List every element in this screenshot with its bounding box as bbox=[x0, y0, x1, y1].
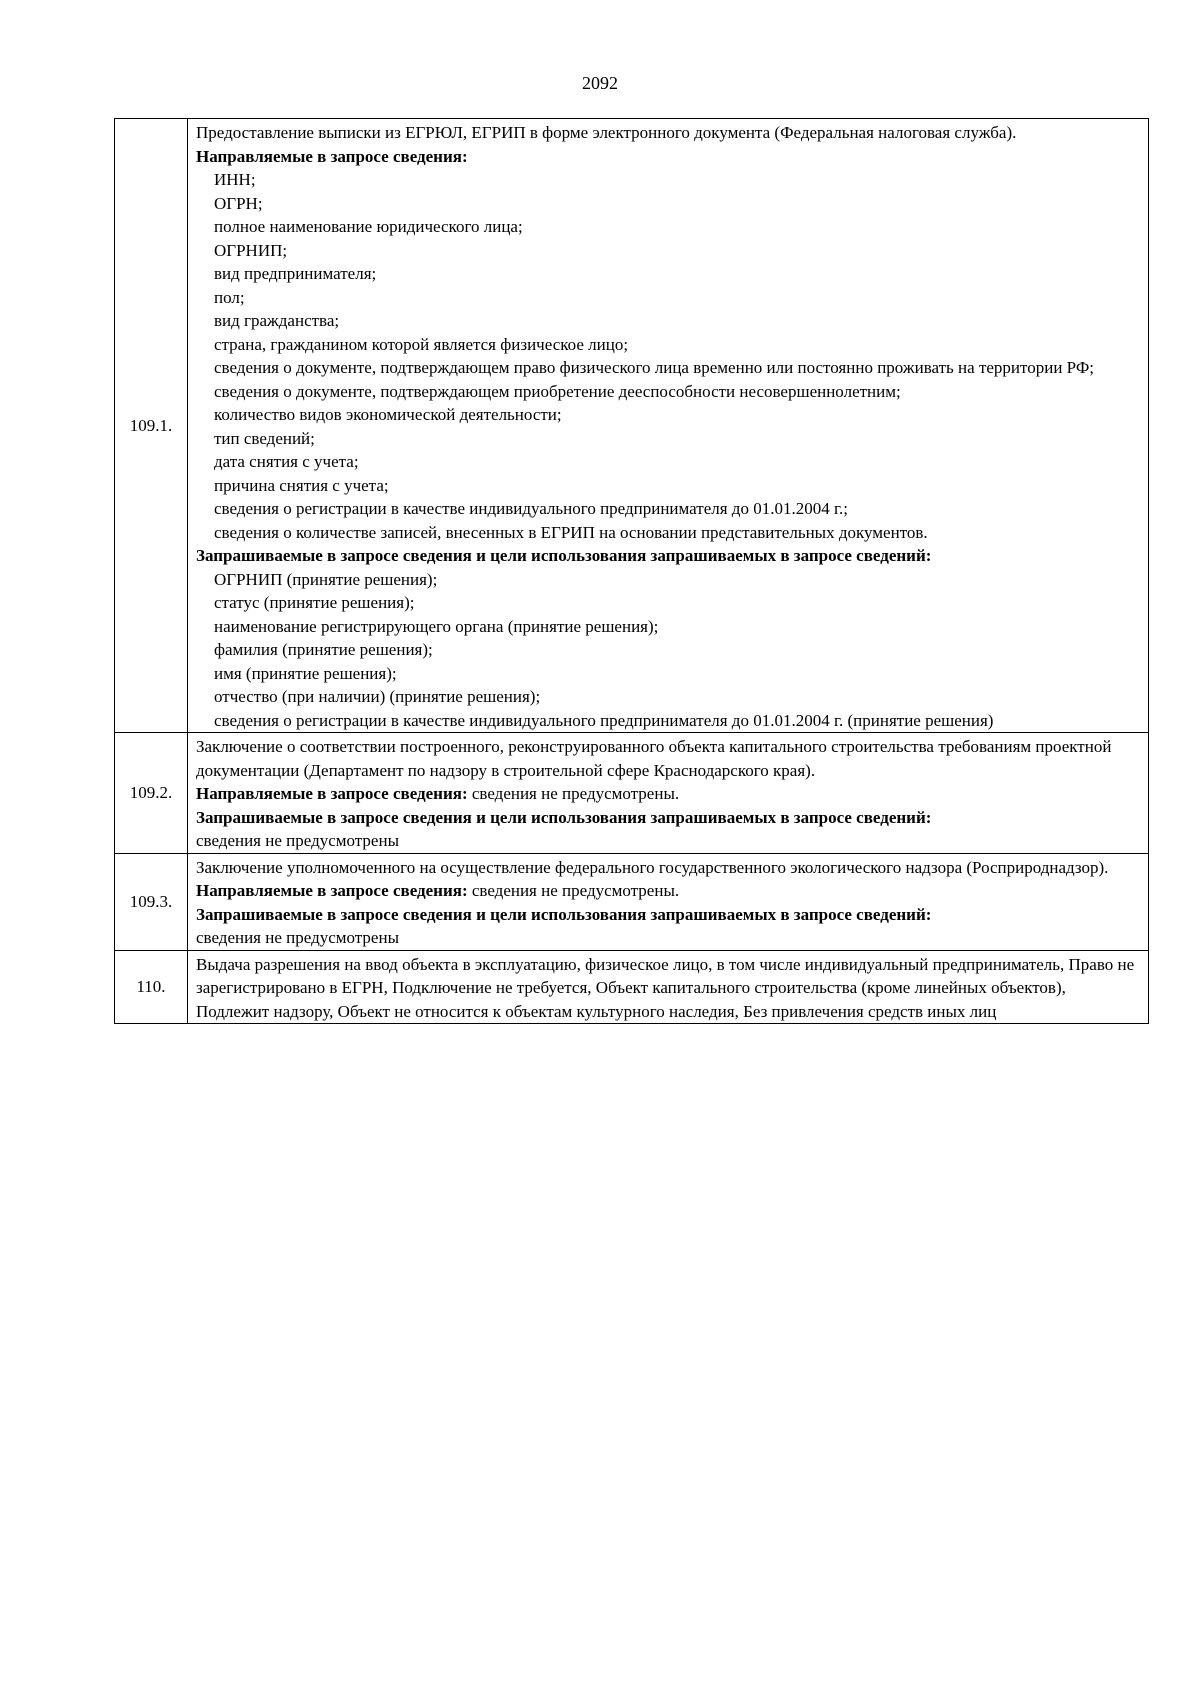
row-number: 109.1. bbox=[115, 119, 188, 733]
table-row bbox=[115, 119, 1149, 733]
list-item: сведения о документе, подтверждающем право физического лица временно или постоянно проживать на территории РФ; bbox=[214, 358, 1094, 377]
list-item: сведения о документе, подтверждающем приобретение дееспособности несовершеннолетним; bbox=[214, 381, 901, 401]
sent-label: Направляемые в запросе сведения: bbox=[196, 146, 468, 166]
list-item: количество видов экономической деятельности; bbox=[214, 405, 562, 424]
sent-value: сведения не предусмотрены. bbox=[467, 881, 680, 900]
list-item: отчество (при наличии) (принятие решения); bbox=[214, 687, 541, 706]
list-item: дата снятия с учета; bbox=[214, 452, 359, 471]
list-item: ОГРНИП (принятие решения); bbox=[214, 569, 438, 589]
row-content bbox=[188, 733, 1149, 854]
list-item: страна, гражданином которой является физическое лицо; bbox=[214, 334, 629, 354]
requested-value: сведения не предусмотрены bbox=[196, 928, 399, 947]
list-item: наименование регистрирующего органа (принятие решения); bbox=[214, 616, 659, 636]
list-item: полное наименование юридического лица; bbox=[214, 217, 523, 236]
list-item: вид предпринимателя; bbox=[214, 264, 377, 283]
list-item: статус (принятие решения); bbox=[214, 593, 415, 612]
service-title: Предоставление выписки из ЕГРЮЛ, ЕГРИП в форме электронного документа (Федеральная налоговая служба). bbox=[196, 123, 1017, 142]
list-item: тип сведений; bbox=[214, 428, 315, 448]
row-content bbox=[188, 853, 1149, 950]
row-number: 109.2. bbox=[115, 733, 188, 854]
list-item: пол; bbox=[214, 287, 245, 307]
sent-value: сведения не предусмотрены. bbox=[467, 784, 680, 803]
row-content bbox=[188, 119, 1149, 733]
sent-line bbox=[196, 879, 1138, 903]
row-number: 109.3. bbox=[115, 853, 188, 950]
requested-label: Запрашиваемые в запросе сведения и цели использования запрашиваемых в запросе сведений: bbox=[196, 904, 932, 924]
list-item: причина снятия с учета; bbox=[214, 475, 389, 495]
list-item: фамилия (принятие решения); bbox=[214, 640, 433, 659]
service-title: Выдача разрешения на ввод объекта в эксплуатацию, физическое лицо, в том числе индивидуальный предприниматель, Право не зарегистрировано в ЕГРН, Подключение не требуется, Объект капитального строительства (кроме линейных объектов), Подлежит надзору, Объект не относится к объектам культурного наследия, Без привлечения средств иных лиц bbox=[196, 954, 1135, 1021]
table-row bbox=[115, 733, 1149, 854]
row-content bbox=[188, 950, 1149, 1024]
list-item: сведения о количестве записей, внесенных в ЕГРИП на основании представительных документов. bbox=[214, 522, 928, 542]
list-item: вид гражданства; bbox=[214, 311, 340, 330]
service-title: Заключение о соответствии построенного, реконструированного объекта капитального строительства требованиям проектной документации (Департамент по надзору в строительной сфере Краснодарского края). bbox=[196, 737, 1112, 780]
list-item: имя (принятие решения); bbox=[214, 663, 397, 683]
list-item: ИНН; bbox=[214, 170, 256, 189]
service-title: Заключение уполномоченного на осуществление федерального государственного экологического надзора (Росприроднадзор). bbox=[196, 857, 1109, 877]
sent-label: Направляемые в запросе сведения: bbox=[196, 784, 468, 803]
row-number: 110. bbox=[115, 950, 188, 1024]
list-item: ОГРН; bbox=[214, 193, 263, 213]
list-item: сведения о регистрации в качестве индивидуального предпринимателя до 01.01.2004 г.; bbox=[214, 499, 848, 518]
sent-line bbox=[196, 782, 1138, 806]
table-row bbox=[115, 853, 1149, 950]
list-item: сведения о регистрации в качестве индивидуального предпринимателя до 01.01.2004 г. (принятие решения) bbox=[214, 710, 994, 730]
table-row bbox=[115, 950, 1149, 1024]
requested-label: Запрашиваемые в запросе сведения и цели использования запрашиваемых в запросе сведений: bbox=[196, 807, 932, 827]
services-table bbox=[114, 118, 1149, 1024]
list-item: ОГРНИП; bbox=[214, 240, 288, 260]
requested-label: Запрашиваемые в запросе сведения и цели использования запрашиваемых в запросе сведений: bbox=[196, 546, 932, 565]
page-number: 2092 bbox=[582, 73, 618, 93]
requested-value: сведения не предусмотрены bbox=[196, 831, 399, 850]
sent-label: Направляемые в запросе сведения: bbox=[196, 881, 468, 900]
